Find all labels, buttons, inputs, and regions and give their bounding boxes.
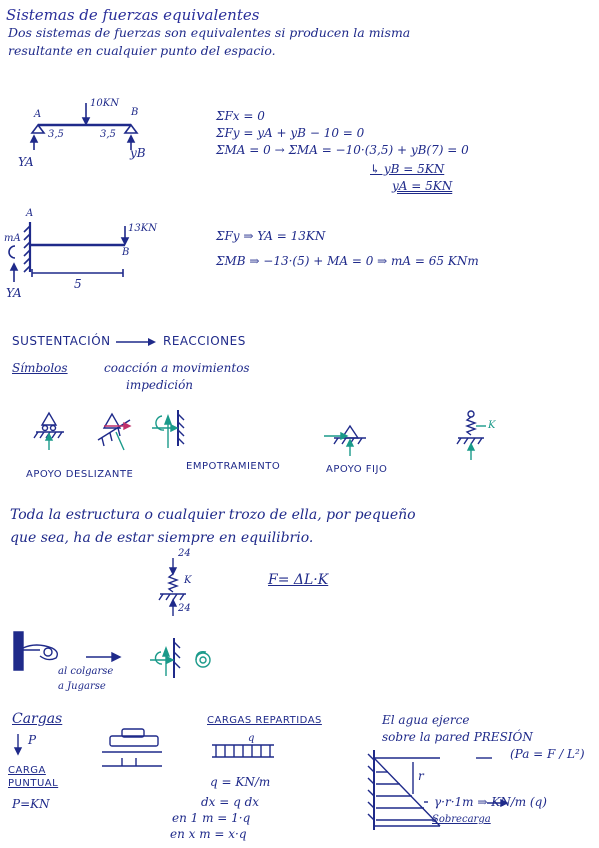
beam1-result-yb: ↳ yB = 5KN	[370, 162, 445, 176]
beam2-length: 5	[74, 277, 82, 291]
empotramiento-label: EMPOTRAMIENTO	[186, 461, 281, 472]
beam1-dist-b: 3,5	[100, 129, 116, 140]
beam1-eq-2: ΣFy = yA + yB − 10 = 0	[216, 126, 365, 140]
agua-formula: (Pa = F / L²)	[510, 747, 585, 761]
spring-top-value: 24	[178, 548, 191, 559]
apoyo-deslizante-label: APOYO DESLIZANTE	[26, 469, 134, 480]
carga-label-2: PUNTUAL	[8, 778, 59, 789]
hanging-note-2: a Jugarse	[58, 681, 106, 692]
reacciones-label: REACCIONES	[163, 334, 246, 348]
agua-r: r	[418, 769, 424, 783]
apoyo-fijo-symbol	[324, 426, 366, 456]
beam2-label-a: A	[26, 208, 34, 219]
beam1-eq-1: ΣFx = 0	[216, 109, 265, 123]
beam1-reaction-b: yB	[130, 146, 146, 160]
beam2-eq-2: ΣMB ⇒ −13·(5) + MA = 0 ⇒ mA = 65 KNm	[216, 254, 479, 268]
support-incline-symbol	[98, 414, 130, 450]
spring-support-symbol	[457, 411, 486, 460]
cargas-heading: Cargas	[12, 711, 63, 727]
cargas-repartidas-label: CARGAS REPARTIDAS	[207, 715, 322, 726]
spring-formula: F= ΔL·K	[268, 572, 329, 588]
equilibrio-line-1: Toda la estructura o cualquier trozo de ella, por pequeño	[10, 507, 416, 523]
q-unit: q = KN/m	[210, 775, 271, 789]
carga-label-1: CARGA	[8, 765, 46, 776]
spring-bottom-value: 24	[178, 603, 191, 614]
apoyo-deslizante-symbol	[34, 413, 64, 450]
beam1-label-b: B	[131, 107, 139, 118]
beam2-moment: mA	[4, 233, 21, 244]
spring-k-label: K	[488, 420, 496, 431]
beam1-label-a: A	[34, 109, 42, 120]
simbolos-sub: impedición	[126, 378, 194, 392]
equilibrio-line-2: que sea, ha de estar siempre en equilibrio.	[10, 530, 314, 546]
agua-line-2: sobre la pared PRESIÓN	[382, 730, 533, 744]
apoyo-fijo-label: APOYO FIJO	[326, 464, 388, 475]
page-title: Sistemas de fuerzas equivalentes	[6, 6, 260, 24]
beam2-load: 13KN	[128, 223, 157, 234]
beam1-result-ya: yA = 5KN	[392, 179, 453, 193]
enx-eq: en x m = x·q	[170, 827, 247, 841]
agua-sobrecarga: Sobrecarga	[432, 814, 491, 825]
simbolos-text: coacción a movimientos	[104, 361, 250, 375]
beam1-diagram	[31, 103, 137, 150]
simbolos-label: Símbolos	[12, 361, 68, 375]
dx-eq: dx = q dx	[201, 795, 260, 809]
spring-k: K	[184, 575, 192, 586]
beam1-dist-a: 3,5	[48, 129, 64, 140]
beam1-reaction-a: YA	[18, 155, 34, 169]
beam2-eq-1: ΣFy ⇒ YA = 13KN	[216, 229, 326, 243]
en1-eq: en 1 m = 1·q	[172, 811, 251, 825]
intro-line-2: resultante en cualquier punto del espacio.	[8, 43, 276, 58]
beam2-label-b: B	[122, 247, 130, 258]
carga-unit: P=KN	[12, 797, 50, 811]
empotramiento-symbol	[152, 410, 184, 448]
agua-expr: γ·r·1m ⇒ KN/m (q)	[434, 795, 547, 809]
beam1-eq-3: ΣMA = 0 → ΣMA = −10·(3,5) + yB(7) = 0	[216, 143, 469, 157]
beam2-reaction-a: YA	[6, 286, 22, 300]
agua-line-1: El agua ejerce	[382, 713, 470, 727]
beam1-load: 10KN	[90, 98, 119, 109]
cargas-diagrams	[15, 729, 274, 766]
intro-line-1: Dos sistemas de fuerzas son equivalentes si producen la misma	[8, 25, 411, 40]
hanging-note-1: al colgarse	[58, 666, 114, 677]
cargas-p: P	[28, 733, 37, 747]
beam2-diagram	[9, 222, 128, 282]
cargas-q: q	[248, 733, 255, 744]
sustentacion-heading: SUSTENTACIÓN	[12, 334, 111, 348]
